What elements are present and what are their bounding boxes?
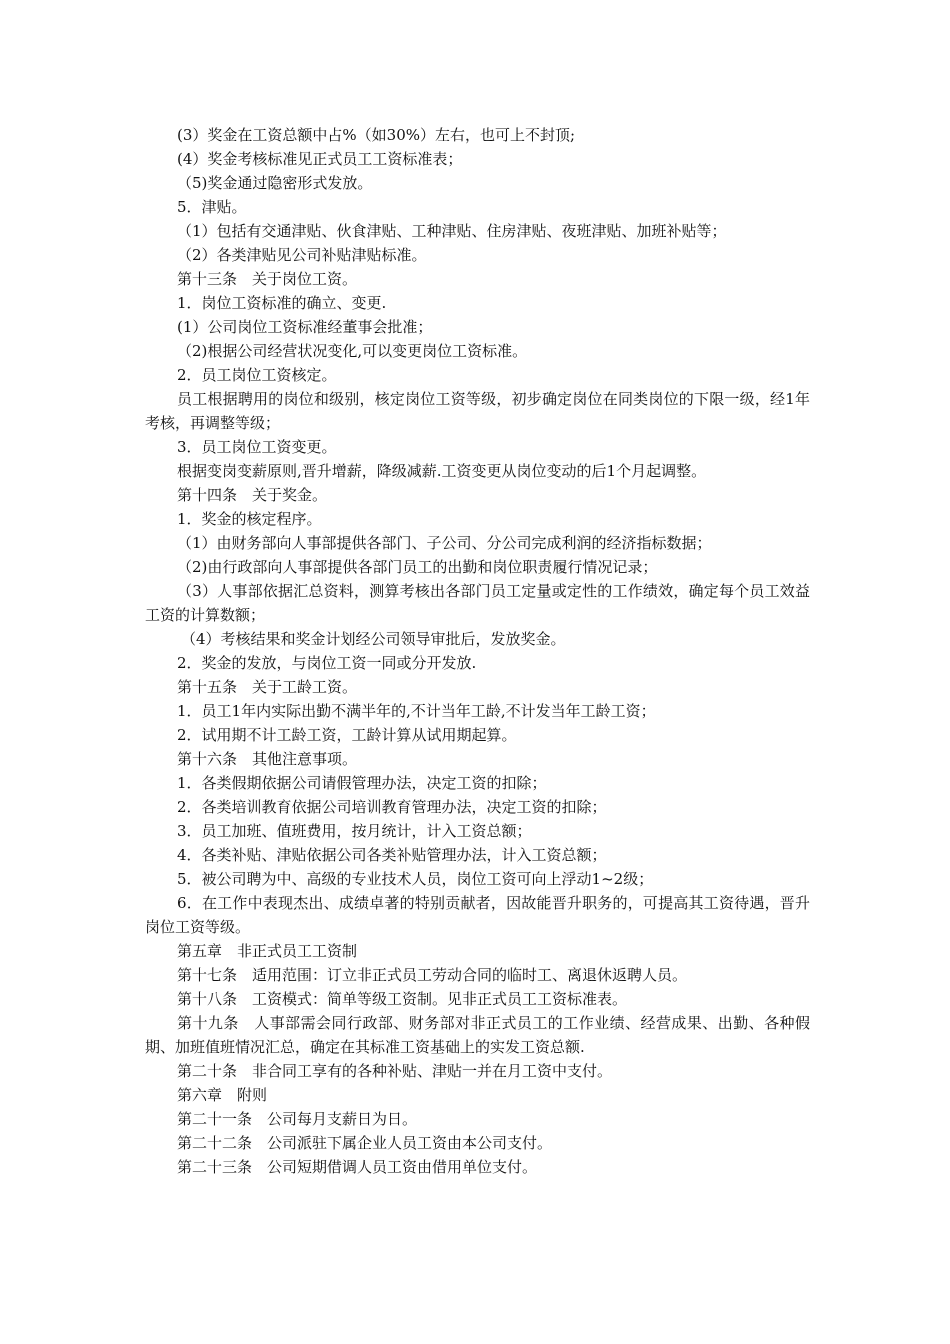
text-line: 2．员工岗位工资核定。 bbox=[177, 366, 337, 384]
text-line: （2)根据公司经营状况变化,可以变更岗位工资标准。 bbox=[177, 342, 528, 360]
chapter-heading: 第五章 非正式员工工资制 bbox=[177, 942, 358, 960]
text-line: 1．各类假期依据公司请假管理办法，决定工资的扣除； bbox=[177, 774, 547, 792]
article-heading: 第十四条 关于奖金。 bbox=[177, 486, 328, 504]
article-heading: 第十三条 关于岗位工资。 bbox=[177, 270, 358, 288]
text-line: 根据变岗变薪原则,晋升增薪，降级减薪.工资变更从岗位变动的后1个月起调整。 bbox=[177, 462, 707, 480]
text-line: （4）考核结果和奖金计划经公司领导审批后，发放奖金。 bbox=[181, 630, 566, 648]
article-heading: 第十六条 其他注意事项。 bbox=[177, 750, 358, 768]
text-line: 3．员工加班、值班费用，按月统计，计入工资总额； bbox=[177, 822, 532, 840]
article-heading: 第二十三条 公司短期借调人员工资由借用单位支付。 bbox=[177, 1158, 538, 1176]
text-line: （1）由财务部向人事部提供各部门、子公司、分公司完成利润的经济指标数据； bbox=[177, 534, 712, 552]
text-line: (4）奖金考核标准见正式员工工资标准表； bbox=[177, 150, 463, 168]
text-line: 5．津贴。 bbox=[177, 198, 247, 216]
article-heading: 第二十二条 公司派驻下属企业人员工资由本公司支付。 bbox=[177, 1134, 553, 1152]
text-line: (1）公司岗位工资标准经董事会批准； bbox=[177, 318, 433, 336]
article-heading: 第十八条 工资模式：简单等级工资制。见非正式员工工资标准表。 bbox=[177, 990, 628, 1008]
text-line: (3）奖金在工资总额中占%（如30%）左右，也可上不封顶; bbox=[177, 126, 576, 144]
text-line: （5)奖金通过隐密形式发放。 bbox=[177, 174, 373, 192]
text-line: 1．岗位工资标准的确立、变更. bbox=[177, 294, 387, 312]
article-heading: 第二十条 非合同工享有的各种补贴、津贴一并在月工资中支付。 bbox=[177, 1062, 613, 1080]
text-line: （1）包括有交通津贴、伙食津贴、工种津贴、住房津贴、夜班津贴、加班补贴等； bbox=[177, 222, 727, 240]
text-paragraph: 员工根据聘用的岗位和级别，核定岗位工资等级，初步确定岗位在同类岗位的下限一级，经1年考核，再调整等级； bbox=[145, 390, 810, 432]
article-heading: 第二十一条 公司每月支薪日为日。 bbox=[177, 1110, 418, 1128]
text-line: （2）各类津贴见公司补贴津贴标准。 bbox=[177, 246, 427, 264]
text-line: （2)由行政部向人事部提供各部门员工的出勤和岗位职责履行情况记录； bbox=[177, 558, 658, 576]
text-line: 5．被公司聘为中、高级的专业技术人员，岗位工资可向上浮动1~2级； bbox=[177, 870, 654, 888]
text-line: 2．试用期不计工龄工资，工龄计算从试用期起算。 bbox=[177, 726, 517, 744]
text-line: 2．各类培训教育依据公司培训教育管理办法，决定工资的扣除； bbox=[177, 798, 607, 816]
text-paragraph: （3）人事部依据汇总资料，测算考核出各部门员工定量或定性的工作绩效，确定每个员工效益工资的计算数额； bbox=[145, 582, 810, 624]
chapter-heading: 第六章 附则 bbox=[177, 1086, 268, 1104]
text-line: 4．各类补贴、津贴依据公司各类补贴管理办法，计入工资总额； bbox=[177, 846, 607, 864]
text-line: 1．员工1年内实际出勤不满半年的,不计当年工龄,不计发当年工龄工资； bbox=[177, 702, 656, 720]
text-line: 2．奖金的发放，与岗位工资一同或分开发放. bbox=[177, 654, 477, 672]
article-heading: 第十七条 适用范围：订立非正式员工劳动合同的临时工、离退休返聘人员。 bbox=[177, 966, 688, 984]
document-body bbox=[145, 123, 810, 1179]
text-paragraph: 第十九条 人事部需会同行政部、财务部对非正式员工的工作业绩、经营成果、出勤、各种假期、加班值班情况汇总，确定在其标准工资基础上的实发工资总额. bbox=[145, 1014, 810, 1056]
text-line: 3．员工岗位工资变更。 bbox=[177, 438, 337, 456]
article-heading: 第十五条 关于工龄工资。 bbox=[177, 678, 358, 696]
text-line: 1．奖金的核定程序。 bbox=[177, 510, 322, 528]
text-paragraph: 6．在工作中表现杰出、成绩卓著的特别贡献者，因故能晋升职务的，可提高其工资待遇，晋升岗位工资等级。 bbox=[145, 894, 810, 936]
